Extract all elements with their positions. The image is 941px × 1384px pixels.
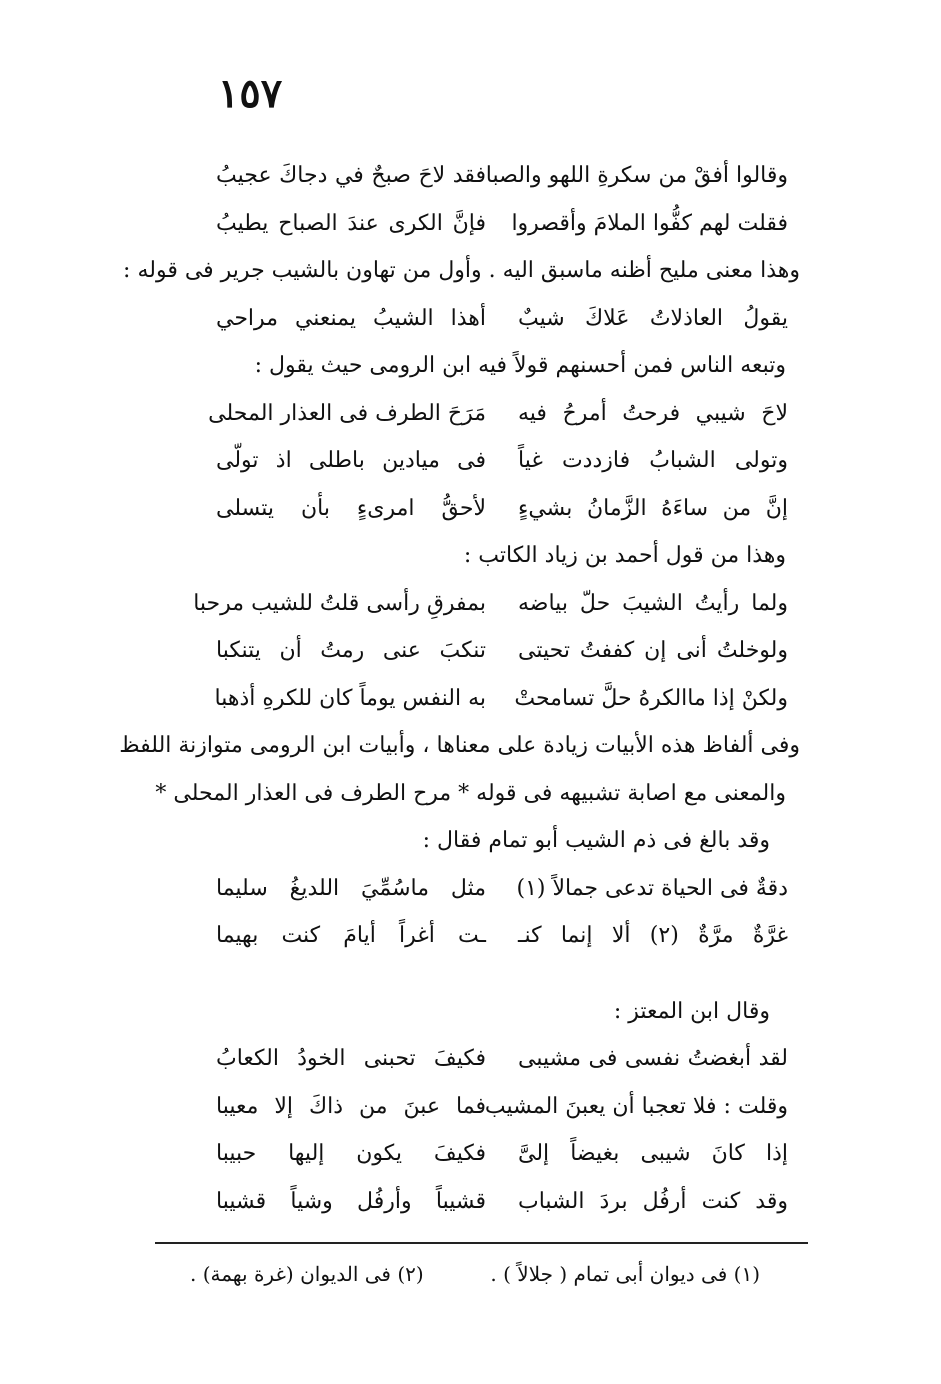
verse-second-hemistich: فكيفَ يكون إليها حبيبا [216, 1141, 486, 1166]
footnotes [190, 1262, 760, 1286]
verse-first-hemistich: وقلت : فلا تعجبا أن يعبنَ المشيب [484, 1093, 788, 1119]
verse-first-hemistich: غرَّةٌ مرَّةٌ (٢) ألا إنما كنـ [518, 923, 788, 948]
verse-second-hemistich: فإنَّ الكرى عندَ الصباح يطيبُ [216, 210, 486, 236]
verse-second-hemistich: قشيباً وأرفُل وشياً قشيبا [216, 1188, 486, 1214]
verse-line [150, 675, 800, 723]
verse-line [150, 152, 800, 200]
page-body [119, 152, 800, 1225]
verse-first-hemistich: وتولى الشبابُ فازددت غياً [518, 448, 788, 473]
verse-first-hemistich: وقد كنت أرفُل بردَ الشباب [518, 1188, 788, 1214]
verse-first-hemistich: ولكنْ إذا ماالكرهُ حلَّ تسامحتْ [514, 685, 788, 711]
verse-second-hemistich: به النفس يوماً كان للكرهِ أذهبا [214, 685, 486, 711]
verse-first-hemistich: ولما رأيتُ الشيبَ حلّ بياضه [518, 590, 788, 616]
verse-line [150, 1130, 800, 1178]
verse-line [150, 437, 800, 485]
verse-line [150, 390, 800, 438]
page-number: ١٥٧ [217, 70, 283, 117]
verse-line [150, 485, 800, 533]
verse-line [150, 865, 800, 913]
footnote-divider [155, 1242, 808, 1244]
verse-second-hemistich: مثل ماسُمِّيَ اللديغُ سليما [216, 875, 486, 901]
verse-first-hemistich: ولوخلتُ أنى إن كففتُ تحيتى [518, 638, 788, 663]
footnote-2: (٢) فى الديوان (غرة بهمة) . [190, 1262, 424, 1286]
verse-first-hemistich: لقد أبغضتُ نفسى فى مشيبى [518, 1046, 788, 1071]
verse-first-hemistich: إذا كانَ شيبى بغيضاً إلىَّ [518, 1141, 788, 1166]
prose-line: وقال ابن المعتز : [613, 998, 770, 1024]
verse-line [150, 580, 800, 628]
verse-first-hemistich: وقالوا أفقْ من سكرةِ اللهو والصبا [485, 163, 788, 188]
verse-first-hemistich: يقولُ العاذلاتُ عَلاكَ شيبٌ [518, 305, 788, 331]
verse-line [150, 200, 800, 248]
verse-second-hemistich: تنكبَ عنى رمتُ أن يتنكبا [216, 638, 486, 663]
verse-first-hemistich: إنَّ من ساءَهُ الزَّمانُ بشيءٍ [518, 495, 788, 521]
footnote-1: (١) فى ديوان أبى تمام ( جلالاً ) . [490, 1262, 760, 1286]
verse-second-hemistich: مَرَحَ الطرف فى العذار المحلى [208, 400, 486, 426]
verse-second-hemistich: فكيفَ تحبنى الخودُ الكعابُ [216, 1046, 486, 1071]
prose-line: وقد بالغ فى ذم الشيب أبو تمام فقال : [422, 828, 770, 853]
prose-line: وهذا معنى مليح أظنه ماسبق اليه . وأول من تهاون بالشيب جرير فى قوله : [123, 258, 800, 283]
verse-second-hemistich: لأحقُّ امرىءٍ بأن يتسلى [216, 495, 486, 521]
verse-first-hemistich: فقلت لهم كفُّوا الملامَ وأقصروا [511, 210, 788, 236]
verse-line [150, 295, 800, 343]
verse-second-hemistich: فما عبنَ من ذاكَ إلا معيبا [216, 1093, 486, 1119]
verse-line [150, 1083, 800, 1131]
verse-line [150, 1035, 800, 1083]
verse-line [150, 627, 800, 675]
prose-line: وهذا من قول أحمد بن زياد الكاتب : [463, 543, 786, 568]
verse-first-hemistich: دقةٌ فى الحياة تدعى جمالاً (١) [516, 875, 788, 901]
spacer [150, 960, 800, 988]
verse-first-hemistich: لاحَ شيبي فرحتُ أمرحُ فيه [518, 400, 788, 426]
verse-line [150, 1178, 800, 1226]
prose-line: وتبعه الناس فمن أحسنهم قولاً فيه ابن الرومى حيث يقول : [254, 353, 786, 378]
prose-line: وفى ألفاظ هذه الأبيات زيادة على معناها ، وأبيات ابن الرومى متوازنة اللفظ [119, 733, 800, 758]
verse-second-hemistich: ـت أغراً أيامَ كنت بهيما [216, 923, 486, 948]
verse-second-hemistich: أهذا الشيبُ يمنعني مراحي [216, 305, 486, 331]
verse-second-hemistich: بمفرقِ رأسى قلتُ للشيب مرحبا [193, 590, 486, 616]
verse-line [150, 912, 800, 960]
verse-second-hemistich: فقد لاحَ صبحٌ في دجاكَ عجيبُ [216, 163, 486, 188]
verse-second-hemistich: فى ميادين باطلى اذ تولّى [216, 448, 486, 473]
prose-line: والمعنى مع اصابة تشبيهه فى قوله * مرح الطرف فى العذار المحلى * [155, 780, 786, 806]
